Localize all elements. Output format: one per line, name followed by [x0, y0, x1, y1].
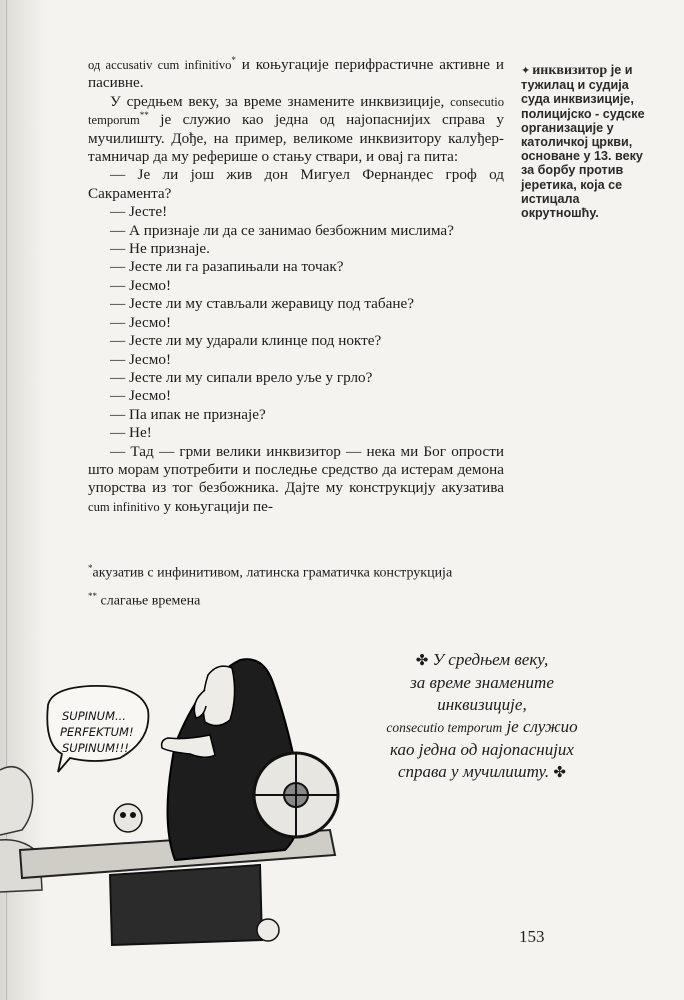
dialogue-line: — Јесмо!: [110, 313, 172, 331]
dialogue-line: — Па ипак не признаје?: [110, 405, 266, 423]
dialogue-line: — А признаје ли да се занимао безбожним мислима?: [110, 221, 454, 239]
inquisitor-cartoon-illustration: [0, 640, 350, 960]
speech-bubble-line: SUPINUM...: [62, 709, 126, 723]
main-body-text: [88, 56, 504, 516]
dialogue-line: — Јесте ли му стављали жеравицу под табане?: [110, 295, 414, 313]
dialogue-line: — Не!: [110, 424, 152, 442]
dialogue-line: — Тад — грми велики инквизитор — нека ми Бог опрости што морам употребити и последње средство да истерам демона упорства из тог безбожника. Дајте му конструкцију акузатива cum infinitivo у коњугацији пе-: [88, 442, 504, 515]
dialogue-line: — Јесте ли му сипали врело уље у грло?: [110, 368, 373, 386]
dialogue-line: — Не признаје.: [110, 240, 210, 258]
dialogue-line: — Јесмо!: [110, 387, 172, 405]
glossary-definition: је и тужилац и судија суда инквизиције, полицијско - судске организације у католичкој цркви, основане у 13. веку за борбу против јеретика, која се истицала окрутношћу.: [521, 63, 645, 221]
flower-ornament-icon: ✤: [553, 765, 566, 781]
footnote: *акузатив с инфинитивом, латинска граматичка конструкција: [88, 563, 453, 581]
footnotes: [88, 560, 504, 615]
pull-quote: ✤ У средњем веку, за време знамените инквизиције, consecutio temporum је служио као једна од најопаснијих справа у мучилишту. ✤: [386, 650, 578, 781]
glossary-term: инквизитор: [532, 63, 608, 78]
dialogue-line: — Јесте ли му ударали клинце под нокте?: [110, 332, 382, 350]
dialogue-line: — Јесмо!: [110, 276, 172, 294]
flower-ornament-icon: ✤: [415, 653, 429, 669]
dialogue-line: — Јесмо!: [110, 350, 172, 368]
dialogue-line: — Је ли још жив дон Мигуел Фернандес гроф од Сакрамента?: [88, 166, 504, 202]
star-bullet-icon: ✦: [521, 65, 531, 77]
speech-bubble-line: SUPINUM!!!: [62, 741, 129, 755]
dialogue-line: — Јесте!: [110, 203, 168, 221]
paragraph: У средњем веку, за време знамените инквизиције, consecutio temporum** је служио као једна од најопаснијих справа у мучилишту. Дође, на пример, великоме инквизитору калуђер-тамничар да му реферише о стању ствари, и овај га пита:: [88, 92, 504, 166]
margin-glossary-note: [521, 63, 651, 220]
page-number: 153: [519, 927, 545, 946]
footnote: ** слагање времена: [88, 590, 201, 609]
speech-bubble-line: PERFEKTUM!: [60, 725, 134, 739]
dialogue-line: — Јесте ли га разапињали на точак?: [110, 258, 344, 276]
paragraph: од accusativ cum infinitivo* и коњугације перифрастичне активне и пасивне.: [88, 54, 504, 92]
